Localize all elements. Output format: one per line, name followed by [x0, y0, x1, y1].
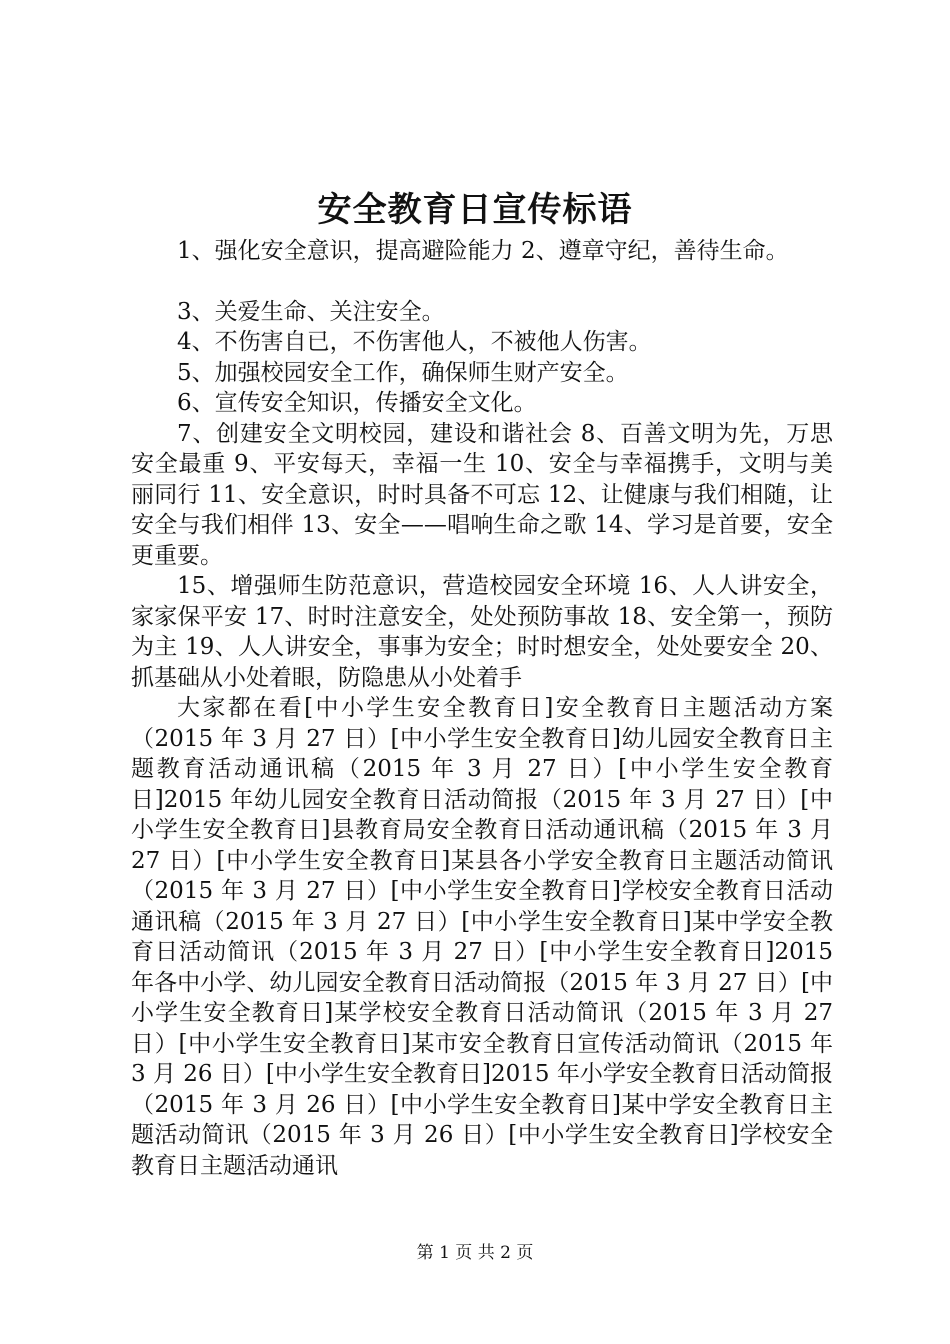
paragraph-4: 5、加强校园安全工作，确保师生财产安全。 [177, 359, 629, 386]
page-number-footer: 第 1 页 共 2 页 [416, 1243, 534, 1263]
paragraph-6: 7、创建安全文明校园，建设和谐社会 8、百善文明为先，万思安全最重 9、平安每天，幸福一生 10、安全与幸福携手，文明与美丽同行 11、安全意识，时时具备不可忘 12、让健康与我们相随，让安全与我们相伴 13、安全——唱响生命之歌 14、学习是首要，安全更重要。 [131, 420, 833, 569]
paragraph-7: 15、增强师生防范意识，营造校园安全环境 16、人人讲安全，家家保平安 17、时时注意安全，处处预防事故 18、安全第一，预防为主 19、人人讲安全，事事为安全；时时想安全，处处要安全 20、抓基础从小处着眼，防隐患从小处着手 [131, 573, 833, 691]
paragraph-related-articles: 大家都在看[中小学生安全教育日]安全教育日主题活动方案（2015 年 3 月 27 日）[中小学生安全教育日]幼儿园安全教育日主题教育活动通讯稿（2015 年 3 月 27 日）[中小学生安全教育日]2015 年幼儿园安全教育日活动简报（2015 年 3 月 27 日）[中小学生安全教育日]县教育局安全教育日活动通讯稿（2015 年 3 月 27 日）[中小学生安全教育日]某县各小学安全教育日主题活动简讯（2015 年 3 月 27 日）[中小学生安全教育日]学校安全教育日活动通讯稿（2015 年 3 月 27 日）[中小学生安全教育日]某中学安全教育日活动简讯（2015 年 3 月 27 日）[中小学生安全教育日]2015 年各中小学、幼儿园安全教育日活动简报（2015 年 3 月 27 日）[中小学生安全教育日]某学校安全教育日活动简讯（2015 年 3 月 27 日）[中小学生安全教育日]某市安全教育日宣传活动简讯（2015 年 3 月 26 日）[中小学生安全教育日]2015 年小学安全教育日活动简报（2015 年 3 月 26 日）[中小学生安全教育日]某中学安全教育日主题活动简讯（2015 年 3 月 26 日）[中小学生安全教育日]学校安全教育日主题活动通讯 [131, 695, 833, 1179]
paragraph-1: 1、强化安全意识，提高避险能力 2、遵章守纪，善待生命。 [177, 238, 789, 264]
document-body [131, 236, 833, 1181]
paragraph-3: 4、不伤害自已，不伤害他人，不被他人伤害。 [177, 329, 652, 355]
paragraph-5: 6、宣传安全知识，传播安全文化。 [177, 390, 537, 416]
document-title: 安全教育日宣传标语 [317, 190, 633, 230]
paragraph-2: 3、关爱生命、关注安全。 [177, 298, 445, 325]
